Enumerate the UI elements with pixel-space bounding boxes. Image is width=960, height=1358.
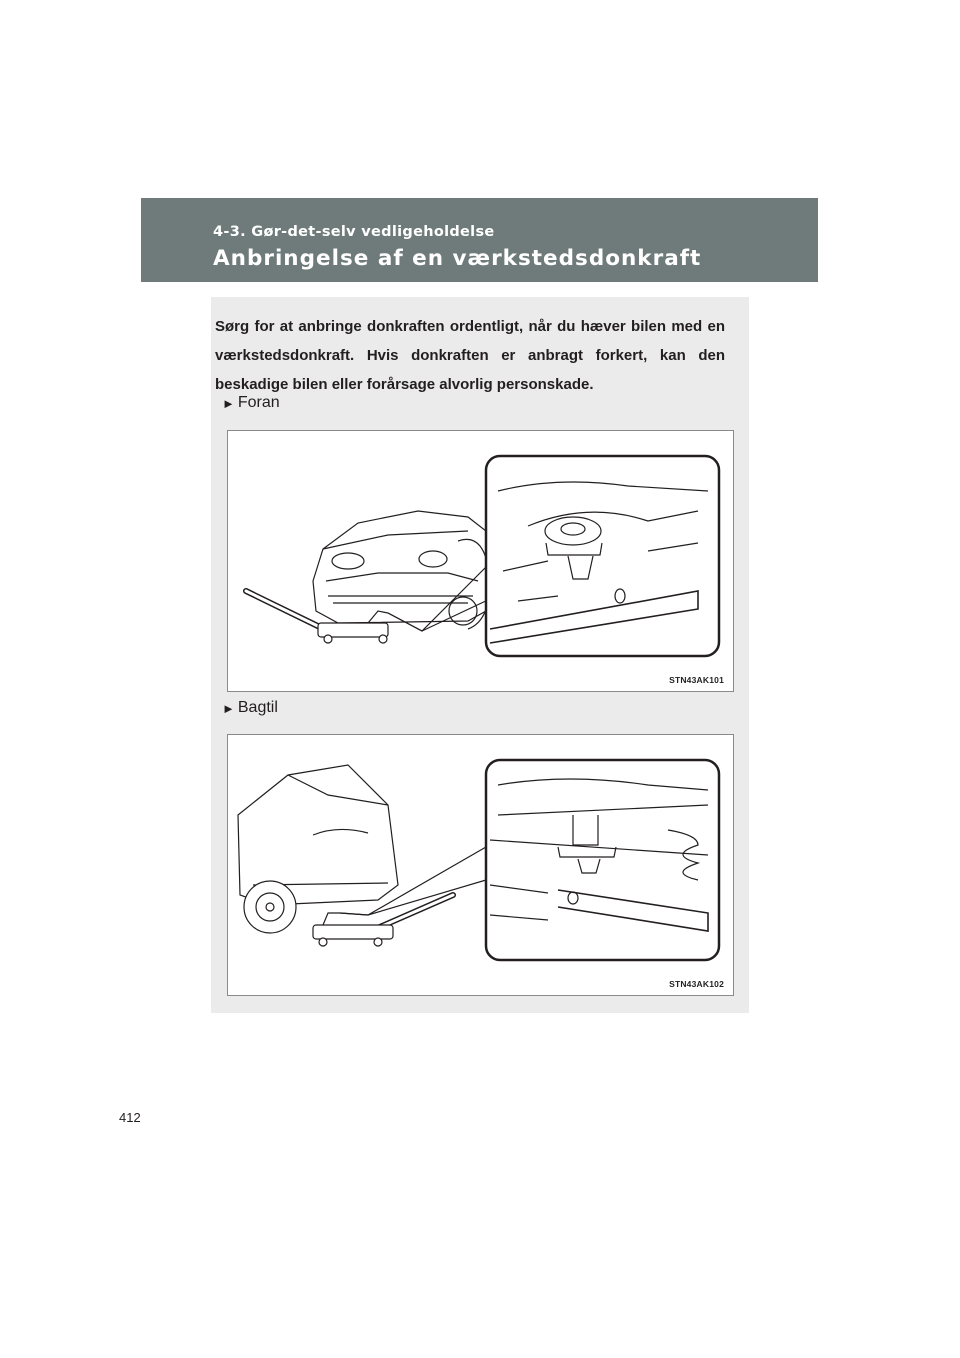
figure-label-text: Foran (237, 394, 280, 411)
figure-label-rear (222, 699, 278, 717)
bullet-triangle-icon: ► (222, 395, 235, 411)
figure-label-text: Bagtil (237, 699, 278, 716)
figure-label-front (222, 394, 280, 412)
page-number: 412 (119, 1110, 141, 1125)
section-label: 4-3. Gør-det-selv vedligeholdelse (213, 224, 495, 240)
section-header (141, 198, 818, 282)
intro-text: Sørg for at anbringe donkraften ordentligt, når du hæver bilen med en værkstedsdonkraft. Hvis donkraften er anbragt forkert, kan den beskadige bilen eller forårsage alvorlig personskade. (215, 318, 725, 393)
figure-code: STN43AK101 (669, 675, 724, 685)
bullet-triangle-icon: ► (222, 700, 235, 716)
figure-code: STN43AK102 (669, 979, 724, 989)
content-panel (211, 297, 749, 1013)
rear-jack-illustration (227, 734, 734, 996)
page-title: Anbringelse af en værkstedsdonkraft (213, 246, 702, 271)
front-jack-illustration (227, 430, 734, 692)
